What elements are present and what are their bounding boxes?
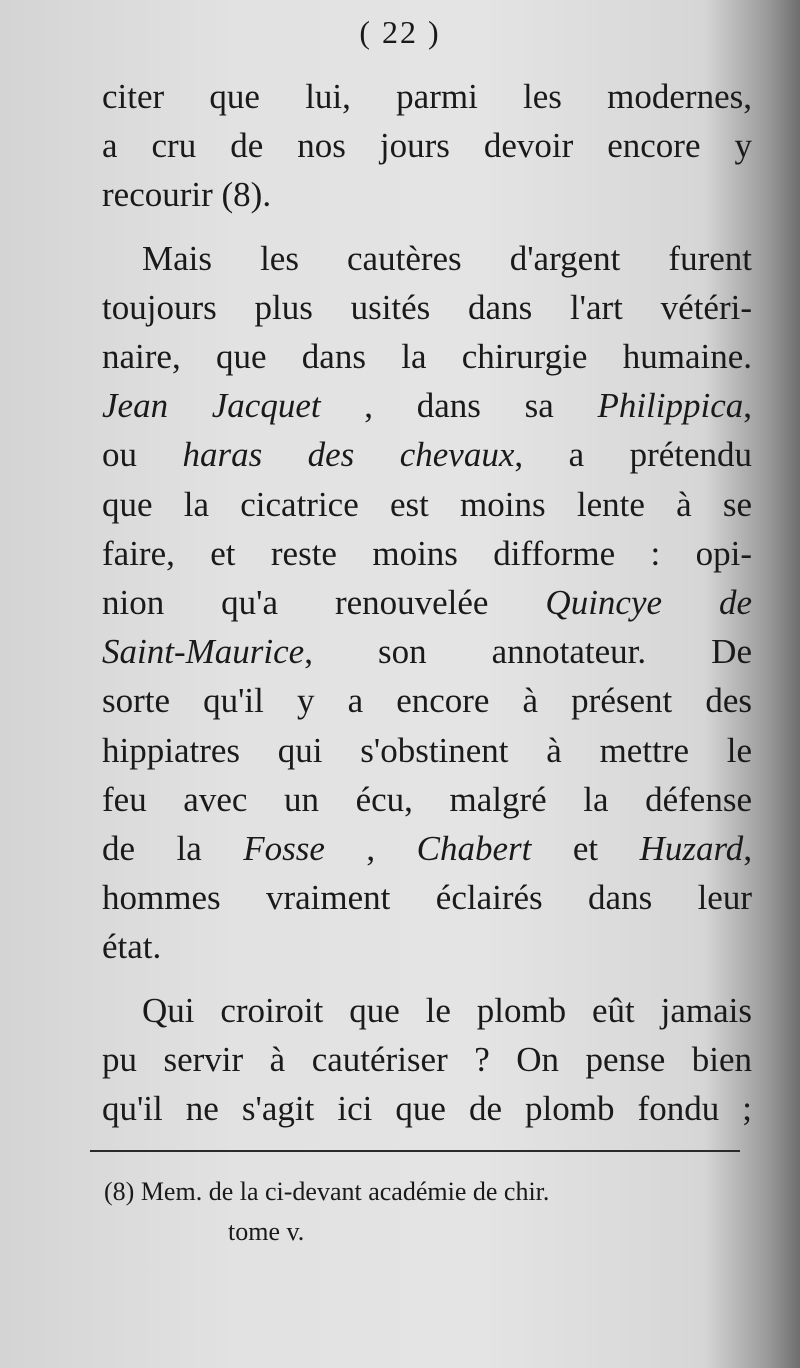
footnote xyxy=(104,1172,744,1252)
body-text xyxy=(102,72,752,1133)
text-line: feu avec un écu, malgré la défense xyxy=(102,779,752,819)
text-line: naire, que dans la chirurgie humaine. xyxy=(102,337,752,377)
text-line: a cru de nos jours devoir encore y xyxy=(102,126,752,166)
book-subtitle: haras des chevaux xyxy=(182,435,515,475)
text-line: sorte qu'il y a encore à présent des xyxy=(102,681,752,721)
text-line: toujours plus usités dans l'art vétéri- xyxy=(102,287,752,327)
text-line: hommes vraiment éclairés dans leur xyxy=(102,878,752,918)
text-line: ou haras des chevaux, a prétendu xyxy=(102,435,753,475)
author-name: Jean Jacquet xyxy=(102,386,321,426)
text-line: pu servir à cautériser ? On pense bien xyxy=(102,1039,752,1079)
text-line: Saint-Maurice, son annotateur. De xyxy=(102,632,752,672)
page-number: ( 22 ) xyxy=(359,14,441,50)
text-line: de la Fosse , Chabert et Huzard, xyxy=(102,829,753,869)
footnote-line: tome v. xyxy=(228,1217,305,1246)
text-line: nion qu'a renouvelée Quincye de xyxy=(102,583,753,623)
text-line: recourir (8). xyxy=(102,175,272,215)
text-line: état. xyxy=(102,927,162,967)
text-line: hippiatres qui s'obstinent à mettre le xyxy=(102,730,752,770)
footnote-line: (8) Mem. de la ci-devant académie de chir. xyxy=(104,1177,550,1206)
author-name: Chabert xyxy=(416,829,532,869)
author-name: Quincye de xyxy=(545,583,753,623)
text-line: faire, et reste moins difforme : opi- xyxy=(102,533,752,573)
author-name: Saint-Maurice xyxy=(102,632,305,672)
book-title: Philippica xyxy=(597,386,744,426)
footnote-divider xyxy=(90,1150,740,1152)
text-line: Jean Jacquet , dans sa Philippica, xyxy=(102,386,753,426)
text-line: que la cicatrice est moins lente à se xyxy=(102,484,752,524)
paragraph-start-line: Qui croiroit que le plomb eût jamais xyxy=(142,990,752,1030)
text-line: citer que lui, parmi les modernes, xyxy=(102,77,752,116)
paragraph-start-line: Mais les cautères d'argent furent xyxy=(142,238,752,278)
author-name: Fosse xyxy=(243,829,325,869)
author-name: Huzard xyxy=(639,829,744,869)
text-line: qu'il ne s'agit ici que de plomb fondu ; xyxy=(102,1089,752,1129)
